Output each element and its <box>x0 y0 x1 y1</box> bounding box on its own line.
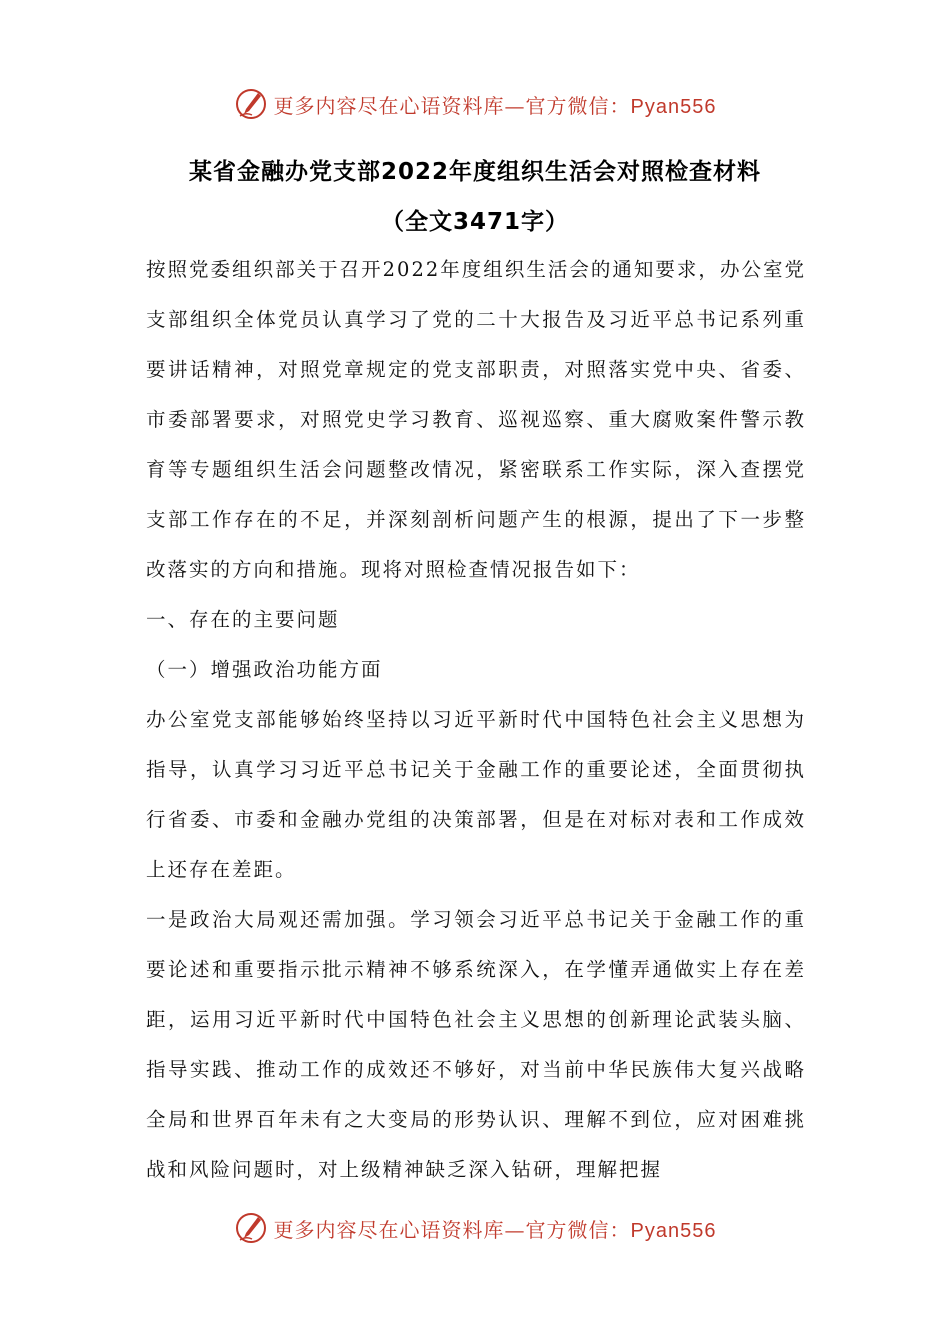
paragraph: 办公室党支部能够始终坚持以习近平新时代中国特色社会主义思想为指导，认真学习习近平总书记关于金融工作的重要论述，全面贯彻执行省委、市委和金融办党组的决策部署，但是在对标对表和工作成效上还存在差距。 <box>146 708 806 881</box>
paragraph-intro: 按照党委组织部关于召开2022年度组织生活会的通知要求，办公室党支部组织全体党员认真学习了党的二十大报告及习近平总书记系列重要讲话精神，对照党章规定的党支部职责，对照落实党中央、省委、市委部署要求，对照党史学习教育、巡视巡察、重大腐败案件警示教育等专题组织生活会问题整改情况，紧密联系工作实际，深入查摆党支部工作存在的不足，并深刻剖析问题产生的根源，提出了下一步整改落实的方向和措施。现将对照检查情况报告如下： <box>146 258 806 581</box>
watermark-text: 更多内容尽在心语资料库—官方微信：Pyan556 <box>273 93 717 118</box>
watermark-header <box>0 84 950 124</box>
document-body <box>146 245 806 1195</box>
quill-pen-icon <box>234 1211 268 1245</box>
watermark-footer <box>0 1208 950 1248</box>
paragraph: 一是政治大局观还需加强。学习领会习近平总书记关于金融工作的重要论述和重要指示批示精神不够系统深入，在学懂弄通做实上存在差距，运用习近平新时代中国特色社会主义思想的创新理论武装头脑、指导实践、推动工作的成效还不够好，对当前中华民族伟大复兴战略全局和世界百年未有之大变局的形势认识、理解不到位，应对困难挑战和风险问题时，对上级精神缺乏深入钻研，理解把握 <box>146 908 806 1181</box>
section-heading: 一、存在的主要问题 <box>146 608 340 631</box>
quill-pen-icon <box>234 87 268 121</box>
document-subtitle: （全文3471字） <box>380 209 569 235</box>
watermark-text: 更多内容尽在心语资料库—官方微信：Pyan556 <box>273 1217 717 1242</box>
document-title: 某省金融办党支部2022年度组织生活会对照检查材料 <box>188 159 761 185</box>
watermark-wechat-id: Pyan556 <box>630 95 717 118</box>
watermark-wechat-id: Pyan556 <box>630 1219 717 1242</box>
subsection-heading: （一）增强政治功能方面 <box>146 658 383 681</box>
